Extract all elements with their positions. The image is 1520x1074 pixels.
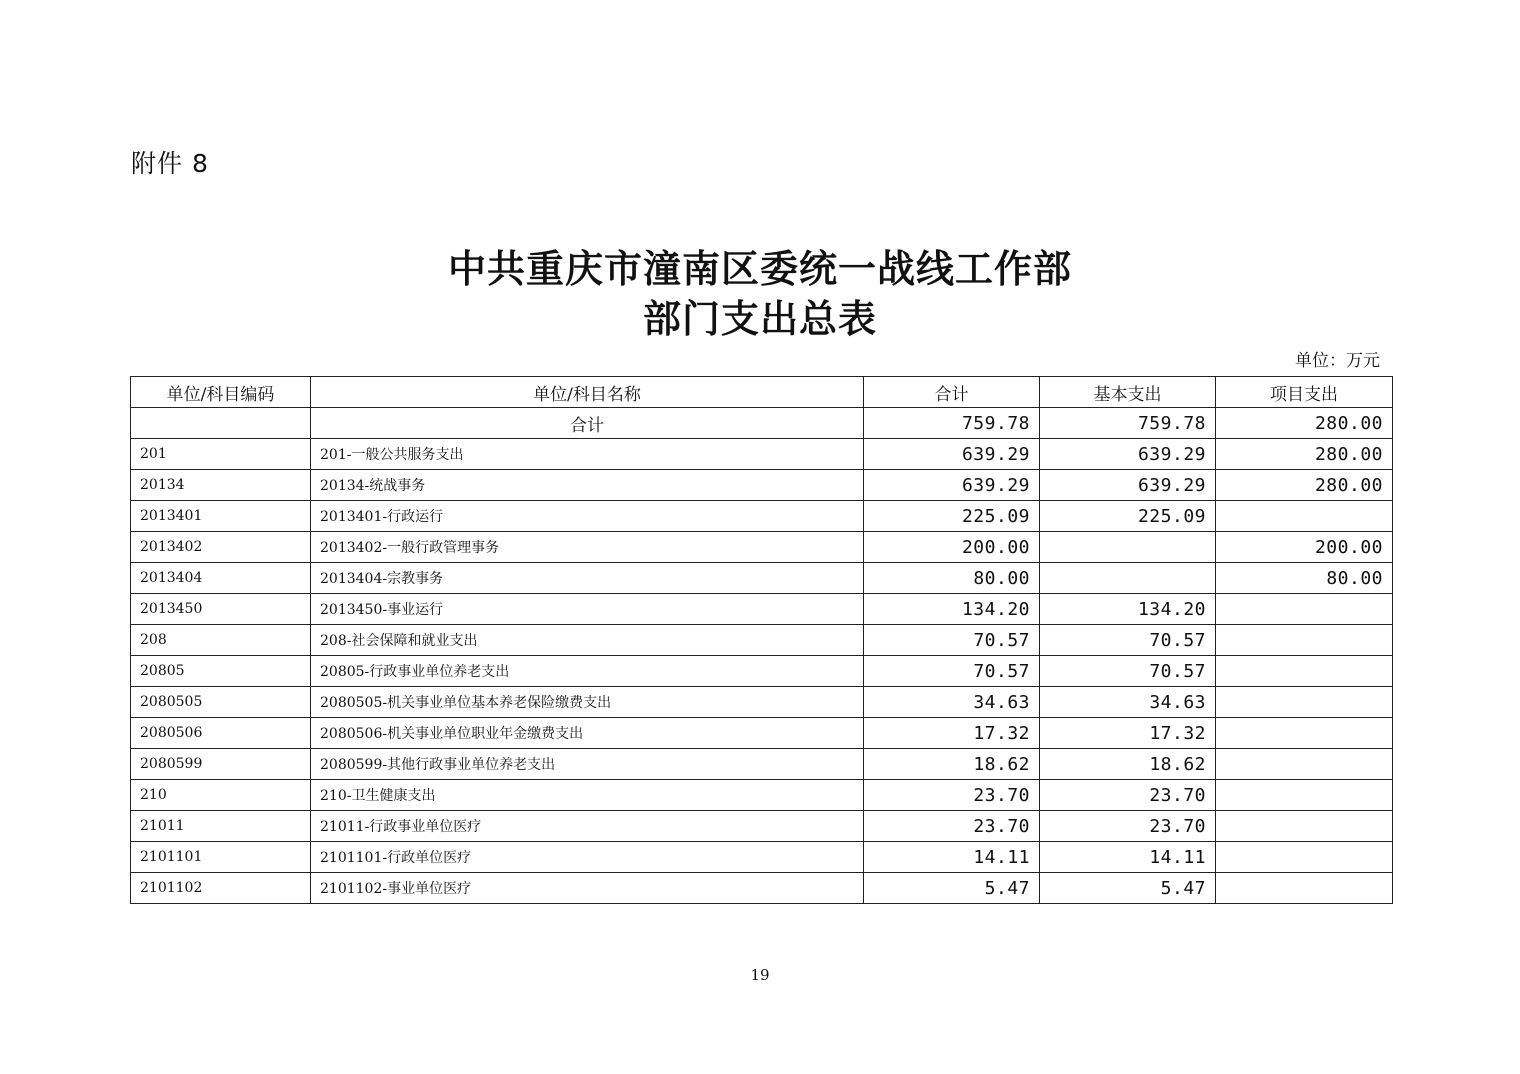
cell-code: 2013402 <box>131 532 311 563</box>
cell-total: 23.70 <box>864 780 1040 811</box>
cell-name: 20805-行政事业单位养老支出 <box>311 656 864 687</box>
cell-name: 201-一般公共服务支出 <box>311 439 864 470</box>
table-row <box>131 625 1393 656</box>
cell-name: 2013404-宗教事务 <box>311 563 864 594</box>
unit-note: 单位：万元 <box>1295 351 1380 371</box>
title-line-1: 中共重庆市潼南区委统一战线工作部 <box>447 246 1072 291</box>
table-row <box>131 470 1393 501</box>
cell-code: 2013404 <box>131 563 311 594</box>
cell-total: 200.00 <box>864 532 1040 563</box>
header-project: 项目支出 <box>1216 377 1393 408</box>
cell-total: 70.57 <box>864 656 1040 687</box>
cell-basic: 5.47 <box>1040 873 1216 904</box>
cell-basic: 639.29 <box>1040 470 1216 501</box>
cell-project <box>1216 656 1393 687</box>
cell-basic: 70.57 <box>1040 625 1216 656</box>
cell-basic: 17.32 <box>1040 718 1216 749</box>
table-row <box>131 780 1393 811</box>
cell-name: 2013401-行政运行 <box>311 501 864 532</box>
table-row <box>131 594 1393 625</box>
table-row <box>131 687 1393 718</box>
cell-name: 2101101-行政单位医疗 <box>311 842 864 873</box>
header-code: 单位/科目编码 <box>131 377 311 408</box>
cell-total: 639.29 <box>864 470 1040 501</box>
cell-code <box>131 408 311 439</box>
table-row <box>131 873 1393 904</box>
table-row <box>131 842 1393 873</box>
cell-basic: 134.20 <box>1040 594 1216 625</box>
cell-total: 225.09 <box>864 501 1040 532</box>
header-name: 单位/科目名称 <box>311 377 864 408</box>
cell-basic: 18.62 <box>1040 749 1216 780</box>
page-number: 19 <box>750 966 770 984</box>
cell-basic: 23.70 <box>1040 811 1216 842</box>
cell-basic: 639.29 <box>1040 439 1216 470</box>
cell-total: 134.20 <box>864 594 1040 625</box>
cell-total: 80.00 <box>864 563 1040 594</box>
cell-code: 21011 <box>131 811 311 842</box>
cell-name: 2013450-事业运行 <box>311 594 864 625</box>
table-row <box>131 718 1393 749</box>
cell-total: 639.29 <box>864 439 1040 470</box>
table-row-total <box>131 408 1393 439</box>
cell-name: 21011-行政事业单位医疗 <box>311 811 864 842</box>
expense-table <box>130 376 1393 904</box>
cell-basic <box>1040 563 1216 594</box>
cell-name: 2080505-机关事业单位基本养老保险缴费支出 <box>311 687 864 718</box>
header-row <box>131 377 1393 408</box>
cell-total: 23.70 <box>864 811 1040 842</box>
title-line-2: 部门支出总表 <box>642 296 877 341</box>
table-row <box>131 439 1393 470</box>
cell-name: 2080599-其他行政事业单位养老支出 <box>311 749 864 780</box>
cell-name: 2101102-事业单位医疗 <box>311 873 864 904</box>
cell-project <box>1216 625 1393 656</box>
cell-code: 2101102 <box>131 873 311 904</box>
cell-project: 280.00 <box>1216 408 1393 439</box>
cell-total: 18.62 <box>864 749 1040 780</box>
cell-code: 2013401 <box>131 501 311 532</box>
cell-basic: 23.70 <box>1040 780 1216 811</box>
cell-code: 2101101 <box>131 842 311 873</box>
cell-basic: 70.57 <box>1040 656 1216 687</box>
cell-basic: 14.11 <box>1040 842 1216 873</box>
cell-code: 2080599 <box>131 749 311 780</box>
cell-total: 759.78 <box>864 408 1040 439</box>
cell-total: 70.57 <box>864 625 1040 656</box>
cell-code: 2013450 <box>131 594 311 625</box>
cell-name: 210-卫生健康支出 <box>311 780 864 811</box>
cell-total: 5.47 <box>864 873 1040 904</box>
cell-project <box>1216 687 1393 718</box>
attachment-label: 附件 8 <box>131 149 209 178</box>
cell-basic: 34.63 <box>1040 687 1216 718</box>
table-row <box>131 501 1393 532</box>
cell-project: 200.00 <box>1216 532 1393 563</box>
cell-code: 2080506 <box>131 718 311 749</box>
cell-total: 14.11 <box>864 842 1040 873</box>
cell-basic: 759.78 <box>1040 408 1216 439</box>
cell-name: 20134-统战事务 <box>311 470 864 501</box>
cell-code: 20805 <box>131 656 311 687</box>
table-row <box>131 811 1393 842</box>
cell-total: 34.63 <box>864 687 1040 718</box>
cell-project <box>1216 749 1393 780</box>
cell-code: 20134 <box>131 470 311 501</box>
document-title <box>0 244 1520 344</box>
table-row <box>131 656 1393 687</box>
cell-project <box>1216 811 1393 842</box>
cell-project <box>1216 718 1393 749</box>
cell-total: 17.32 <box>864 718 1040 749</box>
cell-project: 280.00 <box>1216 439 1393 470</box>
cell-project: 80.00 <box>1216 563 1393 594</box>
cell-project <box>1216 594 1393 625</box>
table-row <box>131 563 1393 594</box>
header-basic: 基本支出 <box>1040 377 1216 408</box>
header-total: 合计 <box>864 377 1040 408</box>
cell-project: 280.00 <box>1216 470 1393 501</box>
cell-project <box>1216 780 1393 811</box>
cell-code: 210 <box>131 780 311 811</box>
cell-basic <box>1040 532 1216 563</box>
cell-project <box>1216 501 1393 532</box>
table-row <box>131 749 1393 780</box>
cell-code: 2080505 <box>131 687 311 718</box>
table-row <box>131 532 1393 563</box>
cell-basic: 225.09 <box>1040 501 1216 532</box>
table-header <box>131 377 1393 408</box>
cell-name: 208-社会保障和就业支出 <box>311 625 864 656</box>
cell-name: 合计 <box>311 408 864 439</box>
cell-code: 208 <box>131 625 311 656</box>
cell-project <box>1216 842 1393 873</box>
cell-name: 2080506-机关事业单位职业年金缴费支出 <box>311 718 864 749</box>
cell-name: 2013402-一般行政管理事务 <box>311 532 864 563</box>
cell-project <box>1216 873 1393 904</box>
cell-code: 201 <box>131 439 311 470</box>
table-body <box>131 408 1393 904</box>
